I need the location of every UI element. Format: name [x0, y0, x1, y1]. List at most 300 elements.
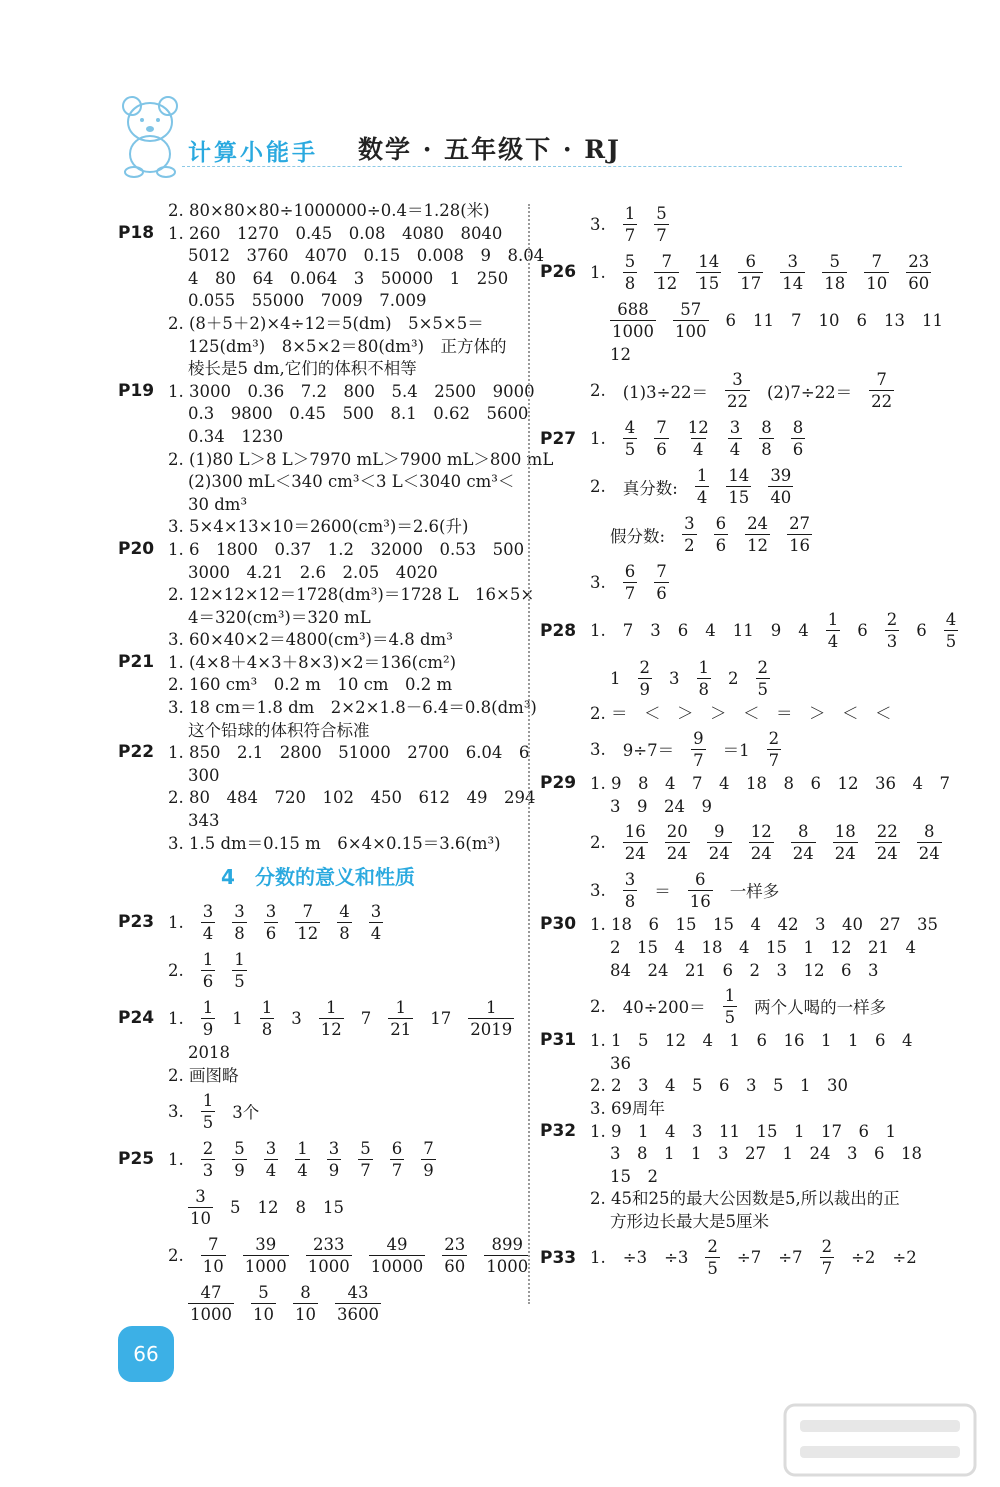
fraction — [738, 251, 763, 294]
header-divider — [182, 166, 902, 167]
answer-line: 1. 18 6 15 15 4 42 3 40 27 35 — [590, 915, 938, 935]
numerator: 3 — [265, 901, 277, 921]
fraction — [232, 901, 247, 944]
numerator: 1 — [395, 997, 406, 1017]
denominator: 8 — [624, 273, 636, 293]
answer-line: 84 24 21 6 2 3 12 6 3 — [610, 960, 879, 980]
page-ref-label: P24 — [118, 1008, 155, 1029]
fraction — [358, 1138, 373, 1181]
answer-line: 343 — [188, 811, 220, 831]
answer-value: 9 — [770, 621, 782, 641]
numerator: 5 — [656, 203, 667, 223]
fraction-row — [590, 415, 930, 463]
denominator: 7 — [360, 1160, 371, 1180]
numerator: 688 — [617, 299, 649, 319]
denominator: 3600 — [337, 1304, 379, 1324]
fraction — [201, 901, 216, 944]
fraction — [327, 1138, 342, 1181]
numerator: 7 — [871, 251, 882, 271]
fraction — [654, 561, 669, 604]
denominator: 9 — [328, 1160, 340, 1180]
denominator: 6 — [265, 923, 277, 943]
fraction — [688, 869, 713, 912]
fraction — [442, 1234, 467, 1277]
fraction — [682, 513, 697, 556]
answer-line: 4 80 64 0.064 3 50000 1 250 — [188, 268, 509, 288]
numerator: 57 — [680, 299, 702, 319]
answer-value: (1)3÷22＝ — [622, 382, 708, 402]
fraction — [756, 657, 771, 700]
numerator: 8 — [792, 418, 804, 438]
denominator: 7 — [624, 584, 636, 604]
numerator: 6 — [624, 562, 636, 582]
answer-line: 3. 60×40×2＝4800(cm³)＝4.8 dm³ — [168, 630, 453, 650]
denominator: 1000 — [190, 1304, 232, 1324]
fraction-row — [610, 511, 930, 559]
fraction — [723, 985, 738, 1028]
numerator: 8 — [924, 821, 935, 841]
answer-line: 2. 80 484 720 102 450 612 49 294 — [168, 788, 536, 808]
numerator: 7 — [302, 901, 313, 921]
fraction — [654, 251, 679, 294]
answer-line: 2 15 4 18 4 15 1 12 21 4 — [610, 937, 916, 957]
denominator: 18 — [824, 273, 846, 293]
numerator: 3 — [684, 514, 695, 534]
denominator: 7 — [624, 225, 636, 245]
fraction — [767, 728, 782, 771]
answer-line: 2. (8＋5＋2)×4÷12＝5(dm) 5×5×5＝ — [168, 313, 484, 333]
numerator: 1 — [827, 610, 839, 630]
fraction-row — [590, 463, 930, 511]
numerator: 7 — [876, 370, 887, 390]
right-column — [540, 200, 957, 1282]
denominator: 21 — [390, 1019, 412, 1039]
numerator: 8 — [761, 418, 772, 438]
answer-value: 6 — [857, 621, 868, 641]
page-ref-label: P33 — [540, 1247, 577, 1268]
numerator: 1 — [486, 997, 497, 1017]
question-number: 1. — [168, 1149, 184, 1169]
denominator: 9 — [423, 1160, 434, 1180]
numerator: 7 — [661, 251, 672, 271]
question-number: 1. — [590, 262, 606, 282]
denominator: 22 — [871, 392, 893, 412]
answer-line: 125(dm³) 8×5×2＝80(dm³) 正方体的 — [188, 336, 507, 356]
fraction — [232, 1138, 247, 1181]
answer-line: 方形边长最大是5厘米 — [610, 1211, 769, 1231]
numerator: 3 — [732, 370, 743, 390]
numerator: 2 — [768, 728, 780, 748]
numerator: 1 — [698, 658, 709, 678]
fraction-row — [168, 898, 518, 946]
answer-value: 6 — [677, 621, 689, 641]
denominator: 15 — [728, 488, 750, 508]
fraction-row — [168, 1087, 518, 1135]
numerator: 8 — [798, 821, 809, 841]
denominator: 12 — [320, 1019, 342, 1039]
fraction-row — [590, 818, 940, 866]
page-ref-label: P25 — [118, 1149, 155, 1170]
fraction — [696, 251, 721, 294]
answer-value: ÷3 — [664, 1248, 689, 1267]
answer-section — [540, 914, 938, 1030]
fraction — [243, 1234, 289, 1277]
denominator: 3 — [202, 1160, 214, 1180]
fraction — [319, 997, 344, 1040]
denominator: 7 — [693, 750, 704, 770]
fraction-row — [168, 946, 518, 994]
answer-value: 7 — [360, 1008, 372, 1028]
fraction — [337, 901, 352, 944]
answer-value: 11 — [753, 310, 774, 330]
numerator: 6 — [391, 1138, 403, 1158]
answer-value: ÷7 — [778, 1248, 803, 1267]
denominator: 8 — [698, 680, 709, 700]
denominator: 24 — [666, 843, 688, 863]
answer-value: 13 — [884, 310, 905, 330]
fraction — [468, 997, 514, 1040]
numerator: 16 — [624, 821, 646, 841]
denominator: 5 — [724, 1007, 736, 1027]
answer-line: 1. 850 2.1 2800 51000 2700 6.04 6 — [168, 743, 530, 763]
question-number: 1. — [168, 912, 184, 932]
answer-line: 300 — [188, 765, 220, 785]
answer-section — [540, 773, 950, 914]
fraction — [369, 1234, 426, 1277]
answer-line: 1. 260 1270 0.45 0.08 4080 8040 — [168, 223, 503, 243]
question-number: 3. — [590, 739, 606, 759]
question-number: 2. — [590, 477, 606, 497]
denominator: 6 — [792, 440, 804, 460]
fraction — [714, 513, 729, 556]
fraction — [260, 997, 275, 1040]
denominator: 5 — [624, 440, 636, 460]
numerator: 5 — [234, 1138, 245, 1158]
answer-section — [118, 1135, 529, 1327]
fraction — [917, 821, 942, 864]
answer-line: 2. 2 3 4 5 6 3 5 1 30 — [590, 1076, 848, 1096]
answer-section — [540, 200, 930, 248]
page-ref-label: P29 — [540, 773, 577, 794]
answer-line: 0.055 55000 7009 7.009 — [188, 291, 427, 311]
fraction — [686, 417, 711, 460]
denominator: 24 — [792, 843, 814, 863]
numerator: 22 — [876, 821, 898, 841]
numerator: 1 — [202, 1090, 214, 1110]
answer-value: ÷7 — [736, 1248, 762, 1267]
fraction — [691, 728, 706, 771]
denominator: 6 — [715, 536, 727, 556]
bear-mascot-icon — [110, 88, 190, 178]
question-number: 3. — [590, 880, 606, 900]
fraction — [826, 609, 841, 652]
numerator: 6 — [695, 869, 706, 889]
fraction — [728, 417, 743, 460]
denominator: 4 — [693, 440, 704, 460]
column-divider — [528, 204, 530, 1304]
numerator: 3 — [729, 418, 741, 438]
numerator: 8 — [300, 1282, 311, 1302]
denominator: 24 — [876, 843, 898, 863]
answer-line: 2018 — [188, 1043, 230, 1063]
answer-value: 1 — [232, 1008, 243, 1028]
fraction-row — [168, 1135, 518, 1183]
answer-value: 5 — [230, 1197, 241, 1217]
numerator: 3 — [787, 251, 798, 271]
fraction-row — [590, 559, 930, 607]
answer-line: 这个铅球的体积符合标准 — [188, 720, 370, 740]
denominator: 17 — [740, 273, 762, 293]
denominator: 7 — [768, 750, 780, 770]
fraction — [623, 561, 638, 604]
numerator: 9 — [714, 821, 725, 841]
denominator: 12 — [297, 923, 319, 943]
numerator: 3 — [195, 1186, 206, 1206]
denominator: 22 — [726, 392, 748, 412]
fraction — [768, 465, 793, 508]
fraction-row — [168, 1231, 529, 1279]
numerator: 1 — [202, 949, 214, 969]
denominator: 3 — [886, 632, 898, 652]
fraction — [822, 251, 847, 294]
answer-line: 3 9 24 9 — [610, 796, 712, 816]
answer-line: 2. 12×12×12＝1728(dm³)＝1728 L 16×5× — [168, 585, 535, 605]
numerator: 4 — [945, 610, 957, 630]
numerator: 7 — [423, 1138, 434, 1158]
numerator: 27 — [789, 514, 811, 534]
answer-value: ＝1 — [722, 741, 750, 761]
fraction — [820, 1236, 835, 1279]
numerator: 7 — [656, 562, 667, 582]
answer-line: 3 8 1 1 3 27 1 24 3 6 18 — [610, 1144, 922, 1164]
answer-line: 2. 80×80×80÷1000000÷0.4＝1.28(米) — [168, 201, 490, 220]
denominator: 2 — [684, 536, 695, 556]
fraction — [705, 1236, 720, 1279]
denominator: 8 — [261, 1019, 273, 1039]
numerator: 23 — [908, 251, 930, 271]
answer-line: 1. 9 8 4 7 4 18 8 6 12 36 4 7 — [590, 774, 950, 794]
denominator: 40 — [770, 488, 792, 508]
numerator: 4 — [339, 901, 350, 921]
answer-line: 2. 45和25的最大公因数是5,所以裁出的正 — [590, 1189, 900, 1209]
numerator: 2 — [707, 1237, 718, 1256]
page-ref-label: P19 — [118, 380, 155, 401]
numerator: 18 — [834, 821, 856, 841]
answer-value: ÷3 — [622, 1248, 648, 1267]
page-ref-label: P32 — [540, 1120, 577, 1141]
numerator: 1 — [724, 985, 736, 1005]
denominator: 5 — [945, 632, 957, 652]
numerator: 233 — [313, 1234, 345, 1254]
page-ref-label: P30 — [540, 914, 577, 935]
watermark-logo — [780, 1400, 980, 1480]
fraction — [697, 657, 712, 700]
denominator: 16 — [789, 536, 811, 556]
fraction — [201, 997, 216, 1040]
answer-section — [540, 607, 957, 774]
fraction — [201, 949, 216, 992]
numerator: 5 — [360, 1138, 371, 1158]
numerator: 899 — [491, 1234, 523, 1254]
answer-value: 8 — [295, 1197, 306, 1217]
denominator: 8 — [624, 891, 636, 911]
fraction-row — [188, 1183, 518, 1231]
fraction — [201, 1090, 216, 1133]
page-ref-label: P27 — [540, 428, 577, 449]
denominator: 60 — [908, 273, 930, 293]
answer-value: 6 — [916, 621, 927, 641]
numerator: 1 — [297, 1138, 308, 1158]
question-number: 2. — [590, 996, 606, 1016]
denominator: 10 — [202, 1256, 224, 1276]
denominator: 15 — [698, 273, 720, 293]
fraction — [749, 821, 774, 864]
numerator: 1 — [202, 997, 214, 1017]
fraction — [369, 901, 384, 944]
fraction-row — [590, 367, 930, 415]
fraction-row — [590, 200, 930, 248]
answer-line: (2)300 mL＜340 cm³＜3 L＜3040 cm³＜ — [188, 472, 515, 492]
fraction — [745, 513, 770, 556]
fraction — [623, 417, 638, 460]
fraction — [335, 1282, 381, 1325]
answer-value: 11 — [732, 621, 754, 641]
fraction — [833, 821, 858, 864]
answer-value: 两个人喝的一样多 — [754, 998, 887, 1018]
denominator: 4 — [370, 923, 382, 943]
answer-line: 1. 6 1800 0.37 1.2 32000 0.53 500 — [168, 539, 525, 559]
fraction-row — [610, 655, 930, 703]
answer-value: (2)7÷22＝ — [766, 382, 853, 402]
denominator: 7 — [821, 1259, 833, 1278]
denominator: 9 — [234, 1160, 245, 1180]
answer-line: 1. (4×8＋4×3＋8×3)×2＝136(cm²) — [168, 652, 457, 672]
answer-line: 1. 1 5 12 4 1 6 16 1 1 6 4 — [590, 1031, 913, 1051]
answer-line: 36 — [610, 1053, 631, 1073]
fraction-row — [188, 1279, 518, 1327]
fraction — [695, 465, 710, 508]
answer-value: ÷2 — [892, 1248, 917, 1267]
fraction — [484, 1234, 530, 1277]
denominator: 9 — [639, 680, 650, 700]
fraction — [654, 417, 669, 460]
numerator: 3 — [370, 901, 382, 921]
fraction — [188, 1282, 234, 1325]
page-ref-label: P26 — [540, 262, 577, 282]
fraction-row — [168, 994, 518, 1042]
answer-value: 1 — [610, 669, 621, 689]
page-ref-label: P28 — [540, 620, 577, 641]
denominator: 10 — [253, 1304, 274, 1324]
fraction-row — [610, 296, 943, 344]
denominator: 1000 — [307, 1256, 350, 1276]
question-number: 3. — [590, 573, 606, 593]
answer-value: 7 — [622, 621, 634, 641]
denominator: 24 — [834, 843, 856, 863]
numerator: 39 — [770, 466, 792, 486]
fraction — [623, 251, 638, 294]
numerator: 9 — [693, 728, 704, 748]
denominator: 12 — [656, 273, 678, 293]
fraction — [201, 1138, 216, 1181]
answer-value: 6 — [725, 310, 736, 330]
fraction-row — [590, 866, 930, 914]
answer-value: 3 — [291, 1008, 302, 1028]
question-number: 3. — [168, 1101, 184, 1121]
numerator: 12 — [750, 821, 772, 841]
fraction — [295, 901, 320, 944]
fraction-row — [590, 982, 930, 1030]
fraction — [201, 1234, 226, 1277]
question-number: 2. — [168, 1245, 184, 1265]
answer-value: ÷2 — [851, 1248, 876, 1267]
denominator: 24 — [918, 843, 940, 863]
numerator: 1 — [624, 203, 636, 223]
denominator: 24 — [750, 843, 772, 863]
fraction — [906, 251, 931, 294]
denominator: 1000 — [244, 1256, 287, 1276]
numerator: 2 — [757, 658, 768, 678]
answer-line: 30 dm³ — [188, 494, 248, 514]
denominator: 4 — [202, 923, 214, 943]
numerator: 2 — [886, 610, 898, 630]
answer-value: 12 — [257, 1197, 279, 1217]
answer-line: 棱长是5 dm,它们的体积不相等 — [188, 359, 417, 379]
answer-line: 1. 9 1 4 3 11 15 1 17 6 1 — [590, 1121, 896, 1141]
numerator: 3 — [202, 901, 214, 921]
answer-line: 1. 3000 0.36 7.2 800 5.4 2500 9000 — [168, 381, 535, 401]
answer-value: 3 — [650, 621, 661, 641]
fraction-row — [590, 248, 930, 296]
fraction — [390, 1138, 405, 1181]
numerator: 3 — [328, 1138, 340, 1158]
fraction — [780, 251, 805, 294]
page-ref-label: P23 — [118, 912, 155, 933]
answer-section — [118, 898, 518, 994]
answer-section — [540, 1121, 930, 1234]
fraction — [864, 251, 889, 294]
answer-section — [540, 415, 930, 607]
fraction — [787, 513, 812, 556]
answer-line: 3. 18 cm＝1.8 dm 2×2×1.8－6.4＝0.8(dm³) — [168, 698, 537, 718]
fraction — [306, 1234, 352, 1277]
answer-section — [118, 222, 545, 381]
fraction — [638, 657, 653, 700]
brand-title: 计算小能手 — [188, 140, 318, 166]
numerator: 12 — [687, 418, 709, 438]
fraction — [623, 821, 648, 864]
numerator: 1 — [326, 997, 337, 1017]
answer-value: 3 — [669, 669, 680, 689]
answer-value: 一样多 — [729, 882, 780, 902]
question-number: 1. — [168, 1008, 184, 1028]
denominator: 1000 — [486, 1256, 529, 1276]
denominator: 24 — [624, 843, 646, 863]
numerator: 14 — [698, 251, 720, 271]
fraction — [875, 821, 900, 864]
denominator: 6 — [202, 971, 214, 991]
answer-line: 3. 69周年 — [590, 1098, 665, 1118]
answer-value: 7 — [791, 310, 802, 330]
fraction — [654, 203, 669, 246]
numerator: 7 — [208, 1234, 219, 1254]
numerator: 3 — [234, 901, 245, 921]
denominator: 5 — [234, 971, 245, 991]
denominator: 4 — [696, 488, 708, 508]
question-number: 2. — [590, 832, 606, 852]
answer-value: 15 — [323, 1197, 344, 1217]
denominator: 5 — [707, 1259, 718, 1278]
